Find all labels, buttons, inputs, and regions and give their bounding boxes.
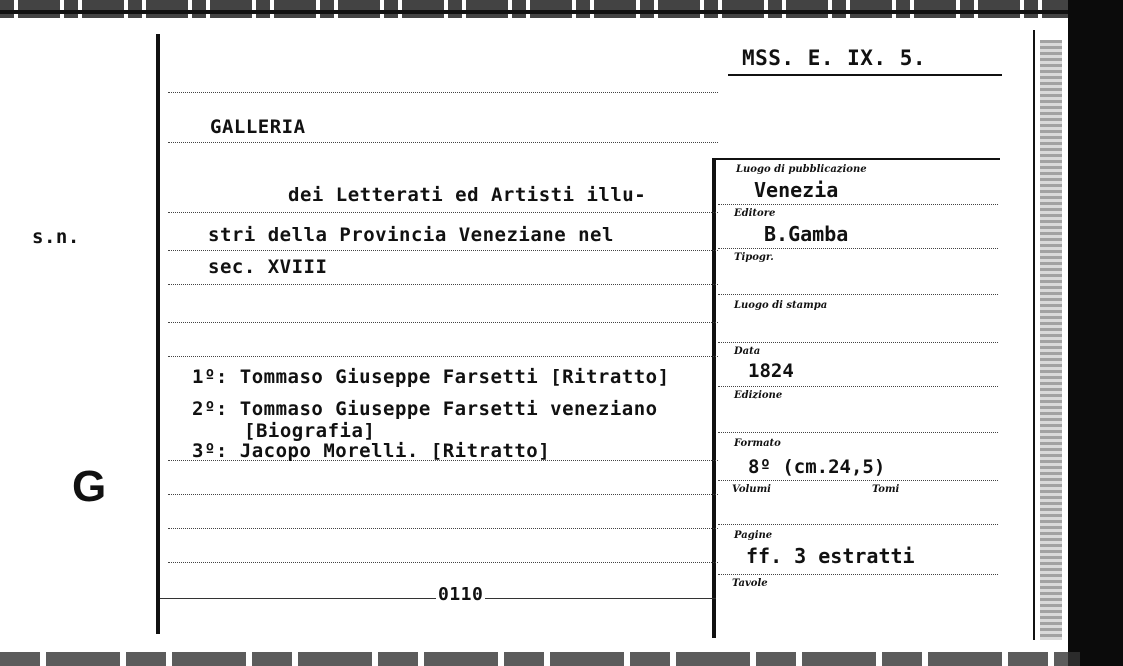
scan-right-edge: [1068, 0, 1123, 666]
scan-bottom-edge: [0, 652, 1080, 666]
rule: [718, 574, 998, 575]
field-value: ff. 3 estratti: [746, 544, 915, 568]
field-value: 8º (cm.24,5): [748, 456, 886, 478]
field-label: Volumi: [732, 484, 771, 495]
field-label: Luogo di stampa: [734, 300, 828, 311]
contents-line: 3º: Jacopo Morelli. [Ritratto]: [192, 440, 551, 462]
rule: [718, 480, 998, 481]
field-label: Pagine: [734, 530, 773, 541]
field-label: Tipogr.: [734, 252, 774, 263]
title-head: GALLERIA: [210, 116, 306, 138]
rule: [168, 356, 718, 357]
scan-top-edge: [0, 0, 1123, 18]
scan-right-strip: [1040, 40, 1062, 640]
field-column-rule: [712, 158, 716, 638]
field-label: Data: [734, 346, 761, 357]
field-value: B.Gamba: [764, 222, 849, 246]
field-label: Tavole: [732, 578, 768, 589]
title-line: dei Letterati ed Artisti illu-: [288, 184, 647, 206]
title-line: sec. XVIII: [208, 256, 328, 278]
rule: [718, 248, 998, 249]
rule: [168, 142, 718, 143]
rule: [168, 250, 718, 251]
field-label: Edizione: [734, 390, 783, 401]
card-right-rule: [1033, 30, 1035, 640]
shelfmark: MSS. E. IX. 5.: [742, 46, 927, 70]
title-line: stri della Provincia Veneziane nel: [208, 224, 614, 246]
rule: [718, 432, 998, 433]
rule: [168, 284, 718, 285]
side-note: s.n.: [32, 226, 80, 248]
rule: [168, 494, 718, 495]
field-label: Luogo di pubblicazione: [736, 164, 867, 175]
field-value: 1824: [748, 360, 794, 382]
rule: [168, 562, 718, 563]
rule: [168, 528, 718, 529]
contents-line: [Biografia]: [244, 420, 376, 442]
scan-top-line: [0, 10, 1080, 14]
field-label: Formato: [734, 438, 781, 449]
field-label: Editore: [734, 208, 776, 219]
rule: [168, 212, 718, 213]
call-number: 0110: [438, 584, 484, 605]
rule: [718, 342, 998, 343]
field-box-top: [716, 158, 1000, 160]
contents-line: 2º: Tommaso Giuseppe Farsetti veneziano: [192, 398, 658, 420]
rule: [718, 386, 998, 387]
side-letter: G: [72, 462, 107, 511]
contents-line: 1º: Tommaso Giuseppe Farsetti [Ritratto]: [192, 366, 670, 388]
rule: [718, 524, 998, 525]
rule: [718, 294, 998, 295]
shelfmark-underline: [728, 74, 1002, 76]
left-margin-rule: [156, 34, 160, 634]
field-label: Tomi: [872, 484, 900, 495]
rule: [718, 204, 998, 205]
field-value: Venezia: [754, 178, 839, 202]
rule: [168, 92, 718, 93]
rule: [168, 322, 718, 323]
